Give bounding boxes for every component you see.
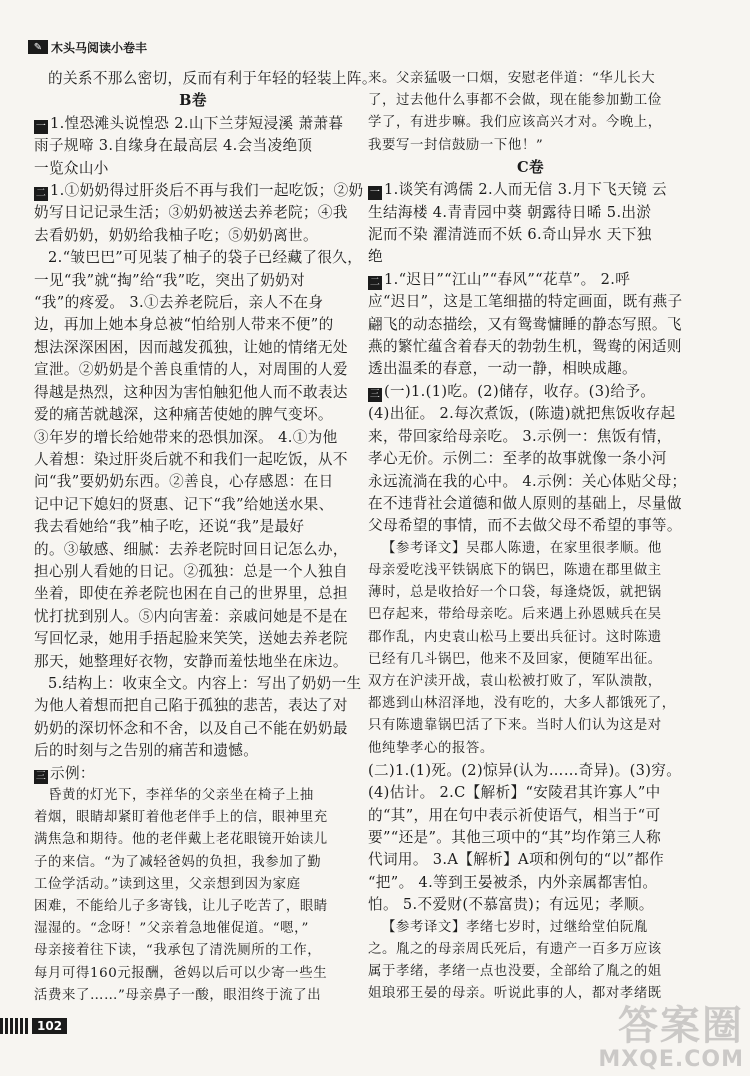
text-line (368, 135, 693, 157)
line-text: 孝心无价。示例二：至孝的故事就像一条小河 (368, 450, 667, 468)
text-line (34, 763, 352, 785)
line-text: 的。③敏感、细腻：去养老院时回日记怎么办， (34, 540, 348, 558)
line-text: 5.结构上：收束全文。内容上：写出了奶奶一生 (48, 674, 362, 692)
line-text: 母亲爱吃浅平铁锅底下的锅巴，陈遗在郡里做主 (368, 562, 662, 578)
text-line (368, 68, 693, 90)
line-text: 雨子规啼 3.自缘身在最高层 4.会当凌绝顶 (34, 137, 313, 155)
line-text: 忧打扰到别人。⑤内向害羞：亲戚问她是不是在 (34, 607, 348, 625)
text-line (34, 359, 352, 381)
text-line (34, 68, 377, 90)
line-text: 写回忆录，她用手捂起脸来笑笑，送她去养老院 (34, 630, 348, 648)
text-line (34, 539, 352, 561)
text-line (368, 448, 693, 470)
text-line (368, 961, 693, 983)
section-marker: 二 (35, 188, 47, 200)
text-line (368, 917, 693, 939)
text-line (368, 715, 693, 737)
line-text: 薄时，总是收拾好一个口袋，每逢烧饭，就把锅 (368, 585, 662, 601)
text-line (34, 90, 352, 112)
line-text: 应“迟日”，这是工笔细描的特定画面，既有燕子 (368, 293, 683, 311)
section-marker: 三 (369, 388, 381, 400)
text-line (368, 515, 693, 537)
line-text: 翩飞的动态描绘，又有鸳鸯慵睡的静态写照。飞 (368, 315, 682, 333)
book-icon: ✎ (28, 40, 48, 54)
line-text: 奶奶的深切怀念和不舍，以及自己不能在奶奶最 (34, 719, 348, 737)
line-text: 满焦急和期待。他的老伴戴上老花眼镜开始读儿 (34, 832, 328, 848)
text-line (34, 628, 352, 650)
line-text: 他纯挚孝心的报答。 (368, 740, 494, 756)
text-line (368, 671, 693, 693)
text-line (368, 112, 693, 134)
text-line (34, 606, 352, 628)
line-text: 燕的繁忙蕴含着春天的勃勃生机，鸳鸯的闲适则 (368, 338, 682, 356)
text-line (368, 760, 693, 782)
dot-pattern-icon (0, 1018, 30, 1034)
text-line (368, 604, 693, 626)
text-line (34, 516, 352, 538)
line-text: 泥而不染 濯清涟而不妖 6.奇山异水 天下独 (368, 226, 652, 244)
line-text: 属于孝绪，孝绪一点也没要，全部给了胤之的姐 (368, 964, 662, 979)
line-text: 都逃到山林沼泽地，没有吃的，大多人都饿死了， (368, 696, 676, 712)
text-line (34, 494, 352, 516)
line-text: 子的来信。“为了减轻爸妈的负担，我参加了勤 (34, 854, 322, 870)
text-line (368, 827, 693, 849)
text-line (368, 291, 693, 313)
text-line (368, 179, 693, 201)
text-line (34, 404, 352, 426)
text-line (368, 582, 693, 604)
text-line (368, 627, 693, 649)
text-line (368, 782, 693, 804)
text-line (34, 963, 352, 985)
text-line (368, 693, 693, 715)
text-line (368, 493, 693, 515)
line-text: 去看奶奶，奶奶给我柚子吃；⑤奶奶离世。 (34, 226, 318, 244)
text-line (368, 872, 693, 894)
text-line (368, 560, 693, 582)
text-line (368, 202, 693, 224)
text-line (34, 852, 352, 874)
line-text: 生结海楼 4.青青园中葵 朝露待日晞 5.出淤 (368, 203, 652, 221)
line-text: 人着想：染过肝炎后就不和我们一起吃饭，从不 (34, 450, 348, 468)
text-line (368, 269, 693, 291)
text-line (34, 180, 364, 202)
text-line (34, 673, 362, 695)
line-text: 工俭学活动。”读到这里，父亲想到因为家庭 (34, 876, 301, 892)
line-text: (4)估计。 2.C【解析】“安陵君其许寡人”中 (368, 784, 661, 802)
text-line (34, 270, 352, 292)
text-line (368, 246, 693, 268)
line-text: 来。父亲猛吸一口烟，安慰老伴道：“华儿长大 (368, 71, 656, 86)
watermark-line1: 答案圈 (618, 1003, 744, 1049)
line-text: 母亲接着往下读，“我承包了清洗厕所的工作， (34, 943, 322, 959)
right-column (368, 68, 693, 1005)
line-text: 湿湿的。“念呀！”父亲着急地催促道。“嗯，” (34, 921, 309, 937)
line-text: 一见“我”就“掏”给“我”吃，突出了奶奶对 (34, 271, 306, 289)
text-line (34, 427, 352, 449)
line-text: 学了，有进步嘛。我们应该高兴才对。今晚上， (368, 115, 662, 131)
line-text: 宣泄。②奶奶是个善良重情的人，对周围的人爱 (34, 361, 348, 379)
text-line (34, 449, 352, 471)
text-line (34, 561, 352, 583)
text-line (34, 918, 352, 940)
text-line (34, 695, 352, 717)
line-text: 之。胤之的母亲周氏死后，有遗产一百多万应该 (368, 941, 662, 957)
section-marker: 二 (369, 276, 381, 288)
line-text: 昏黄的灯光下，李祥华的父亲坐在椅子上抽 (48, 788, 314, 803)
text-line (34, 718, 352, 740)
line-text: ③年岁的增长给她带来的恐惧加深。 4.①为他 (34, 428, 338, 446)
line-text: 代词用。 3.A【解析】A项和例句的“以”都作 (368, 851, 665, 869)
line-text: 的关系不那么密切，反而有利于年轻的轻装上阵。 (48, 70, 377, 87)
left-column (34, 68, 377, 1007)
line-text: 永远流淌在我的心中。 4.示例：关心体贴父母； (368, 472, 687, 490)
text-line (368, 381, 693, 403)
text-line (368, 849, 693, 871)
text-line (368, 538, 693, 560)
line-text: 已经有几斗锅巴，他来不及回家，便随军出征。 (368, 651, 662, 667)
line-text: 1.谈笑有鸿儒 2.人而无信 3.月下飞天镜 云 (384, 181, 667, 199)
line-text: 示例： (50, 764, 95, 782)
line-text: 得越是热烈，这种因为害怕触犯他人而不敢表达 (34, 383, 348, 401)
line-text: “把”。 4.等到王晏被杀，内外亲属都害怕。 (368, 873, 658, 891)
line-text: B卷 (179, 92, 207, 110)
page-number: 102 (32, 1018, 67, 1034)
text-line (368, 90, 693, 112)
text-line (34, 829, 352, 851)
text-line (368, 649, 693, 671)
text-line (34, 583, 352, 605)
text-line (368, 471, 693, 493)
text-line (368, 224, 693, 246)
line-text: 着烟，眼睛却紧盯着他老伴手上的信，眼神里充 (34, 810, 328, 826)
book-title: 木头马阅读小卷丰 (51, 40, 148, 55)
line-text: C卷 (517, 158, 544, 176)
line-text: 我要写一封信鼓励一下他！” (368, 137, 544, 153)
text-line (34, 337, 352, 359)
line-text: 一览众山小 (34, 159, 109, 177)
text-line (34, 314, 352, 336)
text-line (34, 247, 363, 269)
text-line (368, 336, 693, 358)
line-text: (二)1.(1)死。(2)惊异(认为……奇异)。(3)穷。 (368, 761, 682, 779)
page-header (28, 38, 147, 56)
line-text: 活费来了……”母亲鼻子一酸，眼泪终于流了出 (34, 987, 322, 1003)
line-text: 只有陈遗靠锅巴活了下来。当时人们认为这是对 (368, 718, 662, 734)
line-text: 边，再加上她本身总被“怕给别人带来不便”的 (34, 316, 334, 334)
watermark (598, 1004, 744, 1072)
text-line (368, 738, 693, 760)
line-text: 父母希望的事情，而不去做父母不希望的事等。 (368, 517, 682, 535)
text-line (34, 874, 352, 896)
text-line (34, 471, 352, 493)
text-line (368, 805, 693, 827)
text-line (34, 807, 352, 829)
line-text: 爱的痛苦就越深，这种痛苦使她的脾气变坏。 (34, 406, 333, 424)
line-text: 每月可得160元报酬，爸妈以后可以少寄一些生 (34, 965, 328, 981)
text-line (368, 358, 693, 380)
line-text: 坐着，即使在养老院也困在自己的世界里，总担 (34, 585, 348, 603)
text-line (34, 651, 352, 673)
line-text: 绝 (368, 248, 383, 266)
line-text: 困难，不能给儿子多寄钱，让儿子吃苦了，眼睛 (34, 899, 328, 915)
text-line (34, 785, 352, 807)
section-marker: 一 (35, 120, 47, 132)
line-text: 为他人着想而把自己陷于孤独的悲苦，表达了对 (34, 697, 348, 715)
line-text: 1.①奶奶得过肝炎后不再与我们一起吃饭；②奶 (50, 182, 364, 200)
line-text: 奶写日记记录生活；③奶奶被送去养老院；④我 (34, 204, 348, 222)
text-line (34, 225, 352, 247)
line-text: 【参考译文】吴郡人陈遗，在家里很孝顺。他 (382, 540, 662, 556)
section-marker: 三 (35, 770, 47, 782)
line-text: 我去看她给“我”柚子吃，还说“我”是最好 (34, 518, 305, 536)
text-line (34, 740, 352, 762)
text-line (34, 896, 352, 918)
line-text: (一)1.(1)吃。(2)储存，收存。(3)给予。 (384, 382, 656, 400)
line-text: 【参考译文】孝绪七岁时，过继给堂伯阮胤 (382, 919, 648, 935)
line-text: 1.惶恐滩头说惶恐 2.山下兰芽短浸溪 萧萧暮 (50, 114, 344, 132)
line-text: 担心别人看她的日记。②孤独：总是一个人独自 (34, 562, 348, 580)
line-text: 透出温柔的春意，一动一静，相映成趣。 (368, 360, 637, 378)
page-footer (0, 1018, 67, 1034)
line-text: 姐琅邪王晏的母亲。听说此事的人，都对孝绪既 (368, 986, 662, 1002)
watermark-line2: MXQE.COM (598, 1047, 744, 1072)
text-line (368, 157, 693, 179)
line-text: 2.“皱巴巴”可见装了柚子的袋子已经藏了很久， (48, 249, 363, 267)
text-line (368, 314, 693, 336)
text-line (34, 135, 352, 157)
line-text: 双方在沪渎开战，袁山松被打败了，军队溃散， (368, 673, 662, 689)
line-text: 了，过去他什么事都不会做，现在能参加勤工俭 (368, 93, 662, 109)
text-line (368, 894, 693, 916)
line-text: 郡作乱，内史袁山松马上要出兵征讨。这时陈遗 (368, 629, 662, 645)
line-text: “我”的疼爱。 3.①去养老院后，亲人不在身 (34, 294, 324, 312)
text-line (368, 403, 693, 425)
line-text: 在不违背社会道德和做人原则的基础上，尽量做 (368, 494, 682, 512)
text-line (368, 939, 693, 961)
text-line (34, 158, 352, 180)
line-text: 要”“还是”。其他三项中的“其”均作第三人称 (368, 828, 662, 846)
line-text: 的“其”，用在句中表示祈使语气，相当于“可 (368, 806, 661, 824)
line-text: 怕。 5.不爱财(不慕富贵)；有远见；孝顺。 (368, 896, 654, 914)
line-text: 后的时刻与之告别的痛苦和遗憾。 (34, 742, 259, 760)
text-line (368, 426, 693, 448)
text-line (34, 113, 352, 135)
line-text: 记中记下媳妇的贤惠、记下“我”给她送水果、 (34, 495, 334, 513)
line-text: 1.“迟日”“江山”“春风”“花草”。 2.呼 (384, 270, 631, 288)
line-text: (4)出征。 2.每次煮饭，(陈遗)就把焦饭收存起 (368, 405, 676, 423)
line-text: 巴存起来，带给母亲吃。后来遇上孙恩贼兵在吴 (368, 607, 662, 623)
text-line (34, 985, 352, 1007)
section-marker: 一 (369, 187, 381, 199)
text-line (34, 292, 352, 314)
line-text: 想法深深困困，因而越发孤独，让她的情绪无处 (34, 338, 348, 356)
line-text: 问“我”要奶奶东西。②善良，心存感恩：在日 (34, 473, 334, 491)
text-line (34, 382, 352, 404)
text-line (34, 940, 352, 962)
line-text: 那天，她整理好衣物，安静而羞怯地坐在床边。 (34, 652, 348, 670)
line-text: 来，带回家给母亲吃。 3.示例一：焦饭有情， (368, 427, 672, 445)
text-line (34, 202, 352, 224)
